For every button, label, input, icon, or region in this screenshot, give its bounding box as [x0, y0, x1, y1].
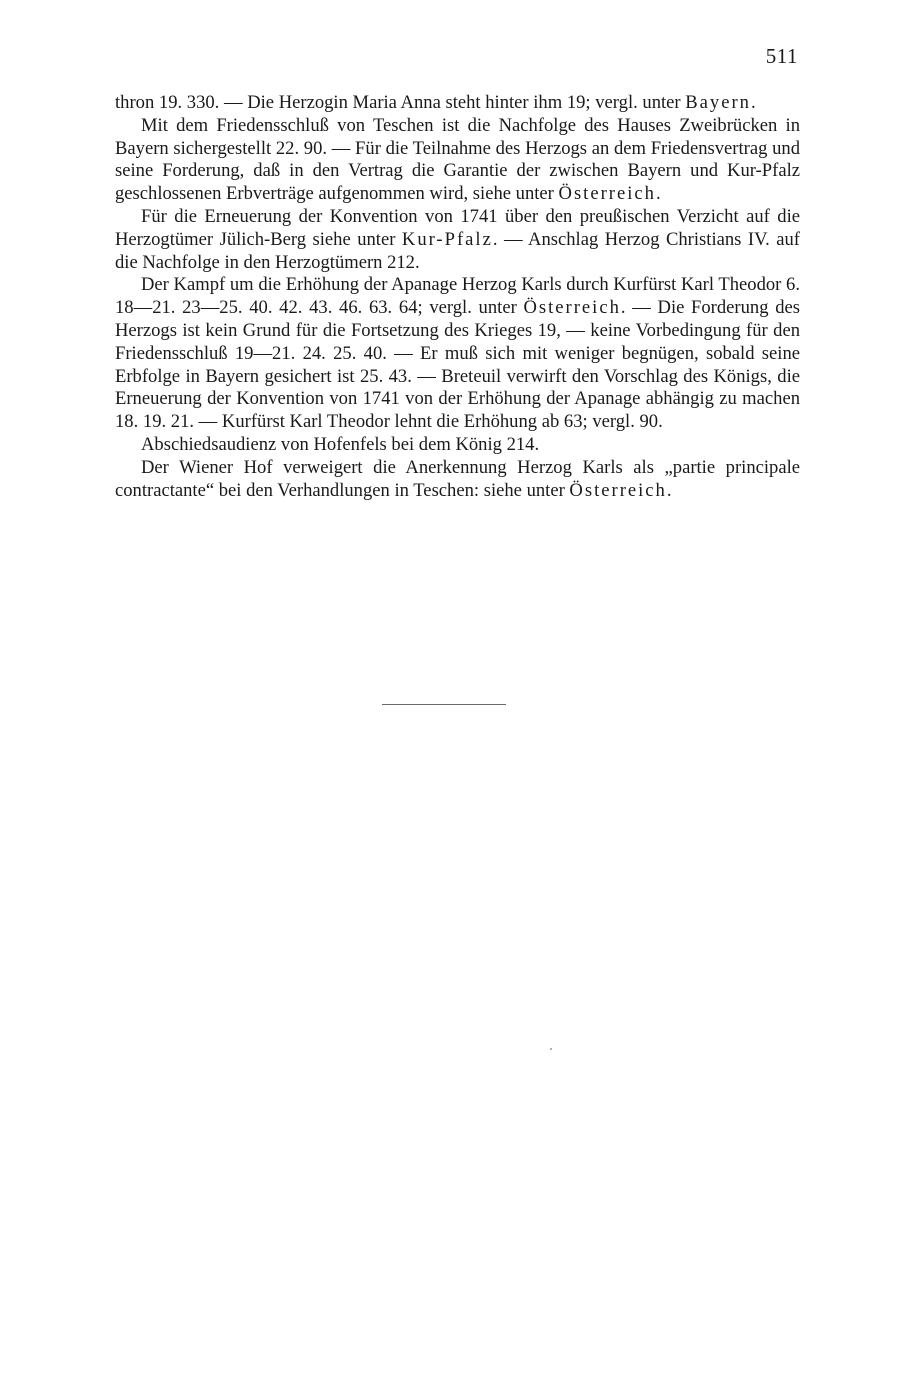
entry-text: .	[655, 183, 661, 205]
entry-text: .	[666, 479, 672, 501]
entry-text: .	[750, 92, 756, 113]
index-entry-apanage	[115, 274, 800, 434]
index-entry-wiener-hof	[115, 457, 800, 503]
entry-text: Der Wiener Hof verweigert die Anerkennung Herzog Karls als „partie principale contractante“ bei den Verhandlungen in Teschen: siehe unter	[115, 456, 800, 501]
entry-text: Abschiedsaudienz von Hofenfels bei dem König 214.	[141, 433, 540, 455]
cross-reference: Bayern	[685, 92, 751, 113]
index-entry-teschen-nachfolge	[115, 115, 800, 206]
entry-text: Der Kampf um die Erhöhung der Apanage Herzog Karls durch Kurfürst Karl Theodor 6. 18—21. 23—25. 40. 42. 43. 46. 63. 64; vergl. unter	[115, 274, 800, 319]
cross-reference: Österreich	[558, 183, 656, 205]
section-divider	[382, 704, 506, 705]
entry-text: . — Die Forderung des Herzogs ist kein Grund für die Fortsetzung des Krieges 19, — keine Vorbedingung für den Friedensschluß 19—21. 24. 25. 40. — Er muß sich mit weniger begnügen, sobald seine Erbfolge in Bayern gesichert ist 25. 43. — Breteuil verwirft den Vorschlag des Königs, die Erneuerung der Konvention von 1741 von der Erhöhung der Apanage abhängig zu machen 18. 19. 21. — Kurfürst Karl Theodor lehnt die Erhöhung ab 63; vergl. 90.	[115, 297, 800, 433]
cross-reference: Österreich	[569, 479, 667, 501]
index-entry-konvention-1741	[115, 206, 800, 274]
entry-text: Mit dem Friedensschluß von Teschen ist die Nachfolge des Hauses Zweibrücken in Bayern sichergestellt 22. 90. — Für die Teilnahme des Herzogs an dem Friedensvertrag und seine Forderung, daß in den Vertrag die Garantie der zwischen Bayern und Kur-Pfalz geschlossenen Erbverträge aufgenommen wird, siehe unter	[115, 114, 800, 205]
index-entry-continuation	[115, 92, 800, 115]
page-number: 511	[765, 44, 798, 68]
print-speck	[550, 1048, 552, 1050]
index-text-block	[115, 92, 800, 502]
entry-text: . — Anschlag Herzog Christians IV. auf die Nachfolge in den Herzogtümern 212.	[115, 228, 800, 273]
index-entry-abschiedsaudienz	[115, 434, 800, 457]
entry-text: Für die Erneuerung der Konvention von 1741 über den preußischen Verzicht auf die Herzogtümer Jülich-Berg siehe unter	[115, 205, 800, 250]
cross-reference: Österreich	[523, 297, 621, 319]
entry-text: thron 19. 330. — Die Herzogin Maria Anna steht hinter ihm 19; vergl. unter	[115, 92, 686, 113]
cross-reference: Kur-Pfalz	[401, 228, 493, 250]
